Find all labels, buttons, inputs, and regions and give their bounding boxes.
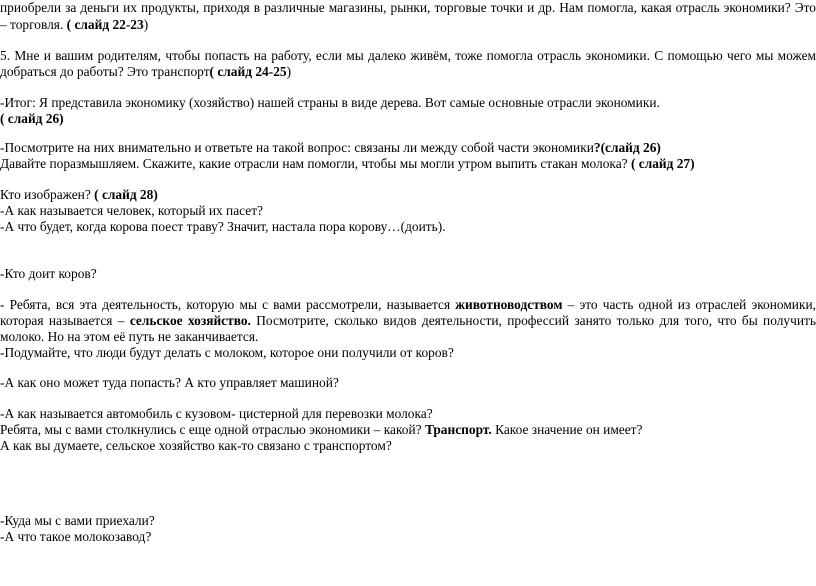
key-term: Транспорт. xyxy=(424,422,492,437)
text-span: Кто изображен? xyxy=(0,187,95,202)
text-span: -Посмотрите на них внимательно и ответьте на такой вопрос: связаны ли между собой части экономики xyxy=(0,140,594,155)
text-span: А как вы думаете, сельское хозяйство как-то связано с транспортом? xyxy=(0,438,392,453)
text-line xyxy=(0,375,339,391)
text-line xyxy=(0,140,661,156)
text-span: – торговля. xyxy=(0,17,67,32)
text-span: 5. Мне и вашим родителям, чтобы попасть на работу, если мы далеко живём, тоже помогла отрасль экономики. С помощью чего мы можем xyxy=(0,48,816,63)
text-span: – это часть одной из отраслей экономики, xyxy=(562,297,816,312)
text-span: -А что будет, когда корова поест траву? Значит, настала пора корову…(доить). xyxy=(0,219,446,234)
text-span: -Куда мы с вами приехали? xyxy=(0,513,155,528)
text-span: молоко. Но на этом её путь не заканчивается. xyxy=(0,329,259,344)
text-span: Какое значение он имеет? xyxy=(491,422,643,437)
text-line xyxy=(0,329,258,345)
text-line xyxy=(0,422,642,438)
text-line xyxy=(0,156,695,172)
text-span: -А как оно может туда попасть? А кто управляет машиной? xyxy=(0,375,339,390)
text-line xyxy=(0,203,263,219)
text-span: Ребята, мы с вами столкнулись с еще одной отраслью экономики – какой? xyxy=(0,422,425,437)
text-line xyxy=(0,529,151,545)
text-line xyxy=(0,187,158,203)
text-span: -Подумайте, что люди будут делать с молоком, которое они получили от коров? xyxy=(0,345,454,360)
text-span: -Кто доит коров? xyxy=(0,266,97,281)
text-span: -А что такое молокозавод? xyxy=(0,529,152,544)
text-line xyxy=(0,95,660,111)
text-line xyxy=(0,513,155,529)
text-line xyxy=(0,0,816,16)
slide-reference: ( слайд 27) xyxy=(630,156,695,171)
text-span: -Итог: Я представила экономику (хозяйство) нашей страны в виде дерева. Вот самые основные отрасли экономики. xyxy=(0,95,660,110)
text-line xyxy=(0,48,816,64)
text-span: добраться до работы? Это транспорт xyxy=(0,64,210,79)
text-line xyxy=(0,64,291,80)
text-line xyxy=(0,219,446,235)
text-span: ) xyxy=(143,17,149,32)
text-line xyxy=(0,266,97,282)
text-line xyxy=(0,406,433,422)
slide-reference: ( слайд 22-23 xyxy=(66,17,144,32)
slide-reference: ?(слайд 26) xyxy=(593,140,661,155)
slide-reference: ( слайд 24-25 xyxy=(209,64,287,79)
text-line xyxy=(0,111,64,127)
text-line xyxy=(0,297,816,313)
text-span: Посмотрите, сколько видов деятельности, профессий занято только для того, что бы получить xyxy=(250,313,816,328)
text-line xyxy=(0,313,816,329)
text-span: приобрели за деньги их продукты, приходя в различные магазины, рынки, торговые точки и др. Нам помогла, какая отрасль экономики? Это xyxy=(0,0,816,15)
text-span: ) xyxy=(286,64,292,79)
text-span: -А как называется автомобиль с кузовом- цистерной для перевозки молока? xyxy=(0,406,433,421)
key-term: сельское хозяйство. xyxy=(129,313,251,328)
slide-reference: ( слайд 26) xyxy=(0,111,64,126)
text-line xyxy=(0,345,454,361)
text-span: -А как называется человек, который их пасет? xyxy=(0,203,263,218)
text-span: - Ребята, вся эта деятельность, которую мы с вами рассмотрели, называется xyxy=(0,297,456,312)
text-line xyxy=(0,438,392,454)
key-term: животноводством xyxy=(455,297,563,312)
text-line xyxy=(0,17,148,33)
text-span: Давайте поразмышляем. Скажите, какие отрасли нам помогли, чтобы мы могли утром выпить стакан молока? xyxy=(0,156,631,171)
slide-reference: ( слайд 28) xyxy=(94,187,158,202)
text-span: которая называется – xyxy=(0,313,130,328)
